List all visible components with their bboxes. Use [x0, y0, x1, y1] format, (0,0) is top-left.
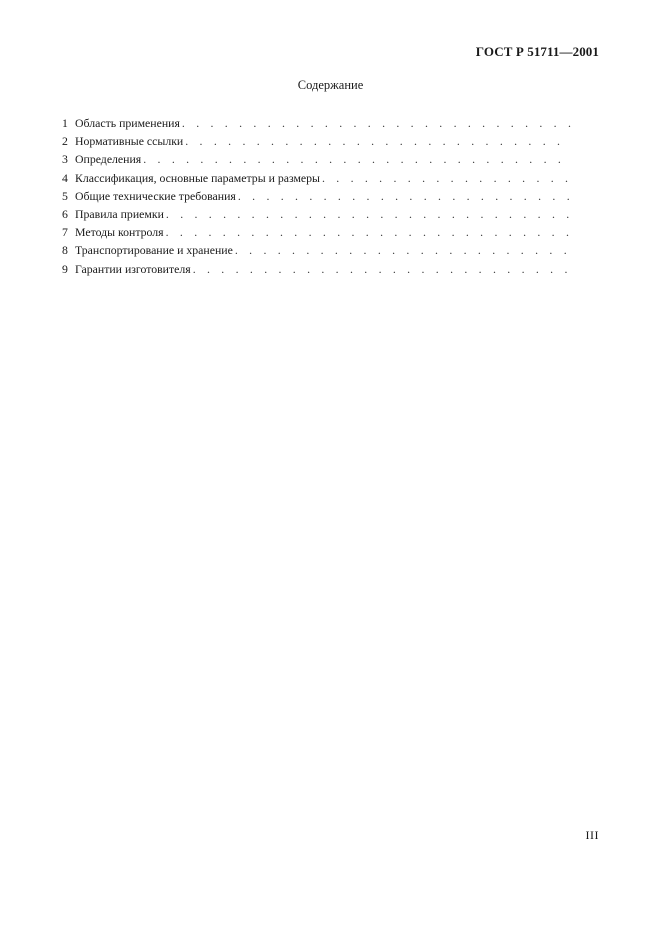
toc-entry-scope[interactable]: [62, 114, 572, 132]
toc-dot-leader: [185, 132, 572, 150]
toc-dot-leader: [166, 205, 572, 223]
toc-entry-label: Гарантии изготовителя: [75, 261, 191, 276]
table-of-contents: [62, 114, 572, 278]
toc-entry-acceptance-rules[interactable]: [62, 205, 572, 223]
toc-entry-label: Определения: [75, 152, 142, 167]
toc-entry-technical-requirements[interactable]: [62, 187, 572, 205]
document-code: ГОСТ Р 51711—2001: [475, 44, 599, 59]
toc-entry-number: 8: [62, 243, 68, 258]
toc-dot-leader: [182, 114, 572, 132]
toc-title: Содержание: [297, 78, 364, 92]
toc-entry-label: Область применения: [75, 116, 180, 130]
toc-entry-label: Транспортирование и хранение: [75, 243, 233, 258]
toc-entry-classification[interactable]: [62, 169, 572, 187]
toc-entry-transportation-storage[interactable]: [62, 241, 572, 259]
toc-entry-number: 1: [62, 116, 68, 130]
toc-entry-number: 2: [62, 134, 68, 149]
toc-dot-leader: [238, 187, 572, 205]
toc-dot-leader: [322, 169, 572, 187]
toc-entry-manufacturer-warranty[interactable]: [62, 260, 572, 278]
toc-entry-number: 3: [62, 152, 68, 167]
toc-entry-test-methods[interactable]: [62, 223, 572, 241]
toc-dot-leader: [143, 150, 572, 168]
toc-entry-label: Классификация, основные параметры и размеры: [75, 170, 320, 185]
toc-entry-normative-references[interactable]: [62, 132, 572, 150]
toc-entry-label: Правила приемки: [75, 206, 164, 221]
toc-entry-number: 5: [62, 188, 68, 203]
toc-entry-number: 7: [62, 225, 68, 240]
toc-entry-number: 9: [62, 261, 68, 276]
toc-entry-label: Методы контроля: [75, 225, 164, 240]
toc-dot-leader: [166, 223, 572, 241]
toc-entry-number: 6: [62, 206, 68, 221]
page-number: III: [585, 828, 599, 842]
toc-entry-definitions[interactable]: [62, 150, 572, 168]
toc-dot-leader: [235, 241, 572, 259]
toc-dot-leader: [193, 260, 572, 278]
toc-entry-label: Общие технические требования: [75, 188, 236, 203]
toc-entry-label: Нормативные ссылки: [75, 134, 184, 149]
toc-entry-number: 4: [62, 170, 68, 185]
